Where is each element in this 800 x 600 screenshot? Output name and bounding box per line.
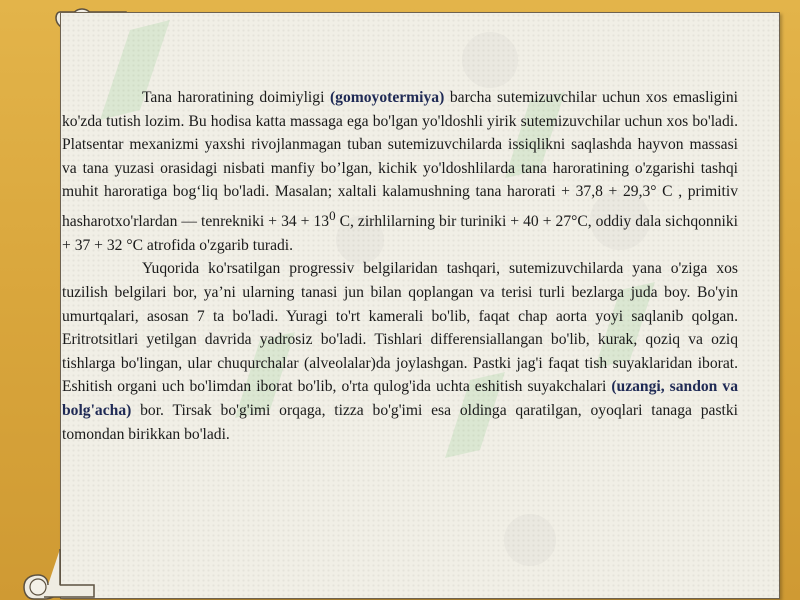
text-run: bor. Tirsak bo'g'imi orqaga, tizza bo'g'imi esa oldinga qaratilgan, oyoqlari tanaga pastki tomondan birikkan bo'ladi. xyxy=(62,401,738,443)
scroll-bottom-roll-icon xyxy=(22,545,96,600)
bold-term: (gomoyotermiya) xyxy=(329,89,445,106)
document-body xyxy=(62,86,738,446)
text-run: Tana haroratining doimiyligi xyxy=(142,89,330,106)
paragraph-2 xyxy=(62,257,738,446)
text-run: barcha sutemizuvchilar uchun xos emasligini ko'zda tutish lozim. Bu hodisa katta massaga ega bo'lgan yo'ldoshli yirik sutemizuvchilar uchun xos bo'ladi. Platsentar mexanizmi yaxshi rivojlanmagan tuban sutemizuvchilarda issiqlikni saqlashda hayvon massasi va tana yuzasi orasidagi nisbati manfiy bo’lgan, kichik yo'ldoshlilarda tana haroratining o'zgarishi tashqi muhit haroratiga bog‘liq bo'ladi. Masalan; xaltali kalamushning tana harorati + 37,8 + 29,3° C , primitiv hasharotxo'rlardan — tenrekniki + 34 + 13 xyxy=(62,89,738,231)
superscript: 0 xyxy=(329,207,336,223)
paragraph-1 xyxy=(62,86,738,257)
text-run: C, zirhlilarning bir turiniki + 40 + 27°C, oddiy dala sichqonniki + 37 + 32 °C atrofida o'zgarib turadi. xyxy=(62,213,738,254)
bold-term: (uzangi, sandon va bolg'acha) xyxy=(62,378,738,419)
text-run: Yuqorida ko'rsatilgan progressiv belgilaridan tashqari, sutemizuvchilarda yana o'ziga xos tuzilish belgilari bor, ya’ni ularning tanasi jun bilan qoplangan va terisi turli bezlarga juda boy. Bo'yin umurtqalari, asosan 7 ta bo'ladi. Yuragi to'rt kamerali bo'lib, faqat chap aorta yoyi saqlanib qolgan. Eritrotsitlari yetilgan davrida yadrosiz bo'ladi. Tishlari differensiallangan bo'lib, kurak, qoziq va oziq tishlarga bo'lingan, ular chuqurchalar (alveolalar)da joylashgan. Pastki jag'i faqat tish suyaklaridan iborat. Eshitish organi uch bo'limdan iborat bo'lib, o'rta qulog'ida uchta eshitish suyakchalari xyxy=(62,260,738,396)
